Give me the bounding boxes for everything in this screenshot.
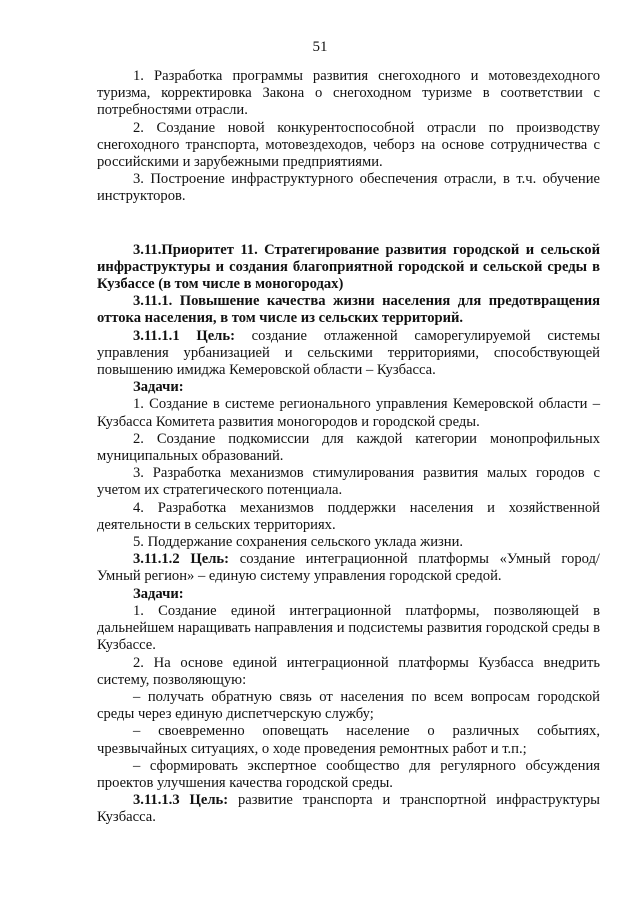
page-number: 51 bbox=[312, 39, 328, 55]
paragraph-2: 2. Создание новой конкурентоспособной отрасли по производству снегоходного транспорта, мотовездеходов, чеборз на основе сотрудничества с российскими и зарубежными предприятиями. bbox=[97, 119, 600, 171]
paragraph-1: 1. Разработка программы развития снегоходного и мотовездеходного туризма, корректировка Закона о снегоходном туризме в соответствии с потребностями отрасли. bbox=[97, 68, 600, 119]
task-1-4: 4. Разработка механизмов поддержки населения и хозяйственной деятельности в сельских территориях. bbox=[97, 499, 600, 533]
task-1-5: 5. Поддержание сохранения сельского уклада жизни. bbox=[133, 534, 464, 551]
goal-3-11-1-1: 3.11.1.1 Цель: создание отлаженной саморегулируемой системы управления урбанизацией и сельскими территориями, способствующей повышению имиджа Кемеровской области – Кузбасса. bbox=[97, 327, 600, 379]
section-heading-3-11: 3.11.Приоритет 11. Стратегирование развития городской и сельской инфраструктуры и создания благоприятной городской и сельской среды в Кузбассе (в том числе в моногородах) bbox=[97, 241, 600, 293]
task-1-2: 2. Создание подкомиссии для каждой категории монопрофильных муниципальных образований. bbox=[97, 430, 600, 465]
task-2-2-item-1: – получать обратную связь от населения по всем вопросам городской среды через единую диспетчерскую службу; bbox=[97, 688, 600, 723]
task-2-1: 1. Создание единой интеграционной платформы, позволяющей в дальнейшем наращивать направления и подсистемы развития городской среды в Кузбассе. bbox=[97, 602, 600, 654]
page-content bbox=[97, 68, 600, 827]
task-1-3: 3. Разработка механизмов стимулирования развития малых городов с учетом их стратегического потенциала. bbox=[97, 465, 600, 499]
task-1-1: 1. Создание в системе регионального управления Кемеровской области – Кузбасса Комитета развития моногородов и городской среды. bbox=[97, 396, 600, 430]
paragraph-3: 3. Построение инфраструктурного обеспечения отрасли, в т.ч. обучение инструкторов. bbox=[97, 171, 600, 205]
tasks-label-2: Задачи: bbox=[133, 585, 184, 602]
task-2-2-item-2: – своевременно оповещать население о различных событиях, чрезвычайных ситуациях, о ходе проведения ремонтных работ и т.п.; bbox=[97, 723, 600, 757]
goal-3-11-1-2: 3.11.1.2 Цель: создание интеграционной платформы «Умный город/Умный регион» – единую систему управления городской средой. bbox=[97, 551, 600, 585]
task-2-2-item-3: – сформировать экспертное сообщество для регулярного обсуждения проектов улучшения качества городской среды. bbox=[97, 757, 600, 791]
task-2-2: 2. На основе единой интеграционной платформы Кузбасса внедрить систему, позволяющую: bbox=[97, 654, 600, 688]
tasks-label-1: Задачи: bbox=[133, 379, 184, 396]
goal-3-11-1-3: 3.11.1.3 Цель: развитие транспорта и транспортной инфраструктуры Кузбасса. bbox=[97, 792, 600, 826]
subsection-heading-3-11-1: 3.11.1. Повышение качества жизни населения для предотвращения оттока населения, в том числе из сельских территорий. bbox=[97, 293, 600, 327]
